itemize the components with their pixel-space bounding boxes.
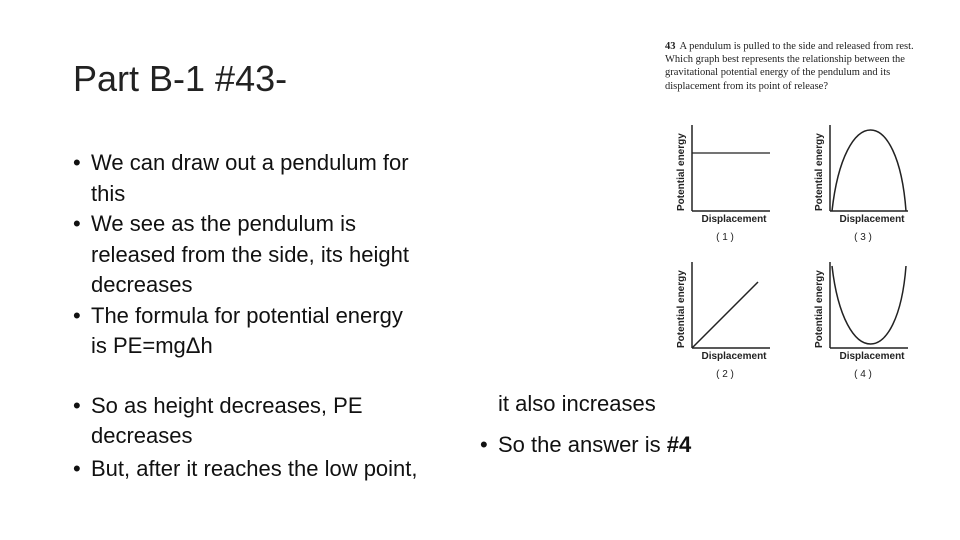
answer-value: #4 bbox=[666, 432, 692, 457]
graph-x-label: Displacement bbox=[701, 214, 767, 225]
graph-choice-label: ( 2 ) bbox=[716, 369, 734, 380]
graph-choice-label: ( 3 ) bbox=[854, 232, 872, 243]
graph-curve bbox=[832, 266, 906, 344]
question-body: A pendulum is pulled to the side and released from rest. Which graph best represents the relationship between the gravitational potential energy of the pendulum and its displacement from its point of release? bbox=[665, 41, 914, 92]
graph-group bbox=[676, 125, 908, 380]
graph-choice-label: ( 1 ) bbox=[716, 232, 734, 243]
bullet-item: • The formula for potential energy bbox=[73, 302, 403, 328]
graph-x-label: Displacement bbox=[839, 351, 905, 362]
bullet-item: • We can draw out a pendulum for bbox=[73, 150, 409, 175]
graph-y-label: Potential energy bbox=[676, 270, 687, 348]
bullet-list: • We can draw out a pendulum for this • We see as the pendulum is released from the side, its height decreases • The formula for potential energy is PE=mgΔh bbox=[73, 150, 409, 358]
slide-title: Part B-1 #43- bbox=[73, 58, 288, 99]
graph-curve bbox=[692, 282, 758, 348]
graph-y-label: Potential energy bbox=[814, 270, 825, 348]
graph-choice-1 bbox=[676, 125, 770, 243]
graph-y-label: Potential energy bbox=[676, 133, 687, 211]
answer-bullet: • So the answer is #4 bbox=[480, 432, 692, 457]
graph-y-label: Potential energy bbox=[814, 133, 825, 211]
bullet-list-lower: • So as height decreases, PE decreases • But, after it reaches the low point, bbox=[73, 391, 418, 484]
graph-x-label: Displacement bbox=[839, 214, 905, 225]
question-number: 43 bbox=[665, 41, 676, 52]
bullet-item: • So as height decreases, PE bbox=[73, 393, 363, 418]
graph-x-label: Displacement bbox=[701, 351, 767, 362]
graph-choice-label: ( 4 ) bbox=[854, 369, 872, 380]
graph-choice-3 bbox=[814, 125, 908, 243]
bullet-continuation: it also increases bbox=[498, 391, 656, 416]
graph-choice-2 bbox=[676, 262, 770, 380]
bullet-item: • We see as the pendulum is bbox=[73, 211, 356, 236]
graph-choice-4 bbox=[814, 262, 908, 380]
graph-curve bbox=[832, 130, 906, 211]
bullet-item: • But, after it reaches the low point, bbox=[73, 456, 418, 481]
